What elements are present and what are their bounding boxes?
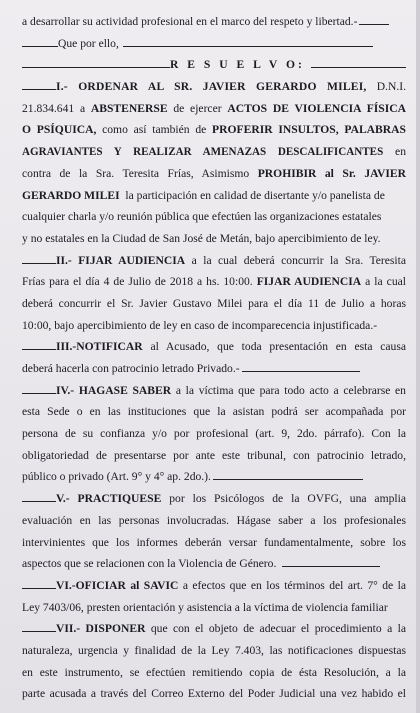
text-line: esta Sede o en las instituciones que la asistan podrá ser acompañada por (22, 405, 406, 419)
resolution-item-7: VII.- DISPONER que con el objeto de adecuar el procedimiento a la (22, 618, 406, 640)
resolution-item-5: V.- PRACTIQUESE por los Psicólogos de la OVFG, una amplia (22, 488, 406, 510)
resolution-item-1: I.- ORDENAR AL SR. JAVIER GERARDO MILEI, D.N.I. (22, 76, 406, 98)
text-line: 21.834.641 a ABSTENERSE de ejercer ACTOS DE VIOLENCIA FÍSICA (22, 101, 406, 115)
text-line: naturaleza, urgencia y finalidad de la Ley 7.403, las notificaciones dispuestas (22, 643, 406, 657)
text-line: deberá concurrir el Sr. Javier Gustavo Milei para el día 11 de Julio a horas (22, 296, 406, 310)
text-line: GERARDO MILEI la participación en calidad de disertante y/o panelista de (22, 188, 385, 202)
text-line: obligatoriedad de presentarse por ante este tribunal, con patrocinio letrado, (22, 448, 406, 462)
page-edge-shadow (416, 0, 420, 713)
text-line: AGRAVIANTES Y REALIZAR AMENAZAS DESCALIFICANTES en (22, 145, 406, 159)
text-line: Frías para el día 4 de Julio de 2018 a hs. 10:00. FIJAR AUDIENCIA a la cual (22, 275, 406, 289)
resolution-item-4: IV.- HAGASE SABER a la víctima que para todo acto a celebrarse en (22, 380, 406, 402)
text-line: intervinientes que los informes deberán versar fundamentalmente, sobre los (22, 535, 406, 549)
text-line: en este instrumento, se efectúen remitiendo copia de ésta Resolución, a la (22, 665, 406, 679)
text-line: deberá hacerla con patrocinio letrado Privado.- (22, 358, 406, 380)
resolution-item-3: III.-NOTIFICAR al Acusado, que toda presentación en esta causa (22, 336, 406, 358)
resuelvo-heading: R E S U E L V O: (22, 54, 406, 76)
resolution-item-2: II.- FIJAR AUDIENCIA a la cual deberá concurrir la Sra. Teresita (22, 250, 406, 272)
text-line: parte acusada a través del Correo Externo del Poder Judicial una vez habido el (22, 687, 406, 701)
text-line: cualquier charla y/o reunión pública que efectúen las organizaciones estatales (22, 210, 382, 224)
text-line: Ley 7403/06, presten orientación y asistencia a la víctima de violencia familiar (22, 600, 388, 614)
text-line: persona de su confianza y/o por profesional (art. 9, 2do. párrafo). Con la (22, 427, 406, 441)
text-line: O PSÍQUICA, como así también de PROFERIR INSULTOS, PALABRAS (22, 123, 406, 137)
text-line: a desarrollar su actividad profesional en el marco del respeto y libertad.- (22, 11, 406, 33)
text-line: público o privado (Art. 9° y 4° ap. 2do.). (22, 466, 406, 488)
text-line: 10:00, bajo apercibimiento de ley en caso de incomparecencia injustificada.- (22, 318, 378, 332)
text-line: evaluación en las personas involucradas. Hágase saber a los profesionales (22, 513, 406, 527)
text-line: contra de la Sra. Teresita Frías, Asimismo PROHIBIR al Sr. JAVIER (22, 166, 406, 180)
text-line: y no estatales en la Ciudad de San José de Metán, bajo apercibimiento de ley. (22, 231, 381, 245)
text-line: aspectos que se relacionen con la Violencia de Género. (22, 553, 406, 575)
text-line: Que por ello, (22, 33, 406, 55)
resolution-item-6: VI.-OFICIAR al SAVIC a efectos que en los términos del art. 7° de la (22, 575, 406, 597)
